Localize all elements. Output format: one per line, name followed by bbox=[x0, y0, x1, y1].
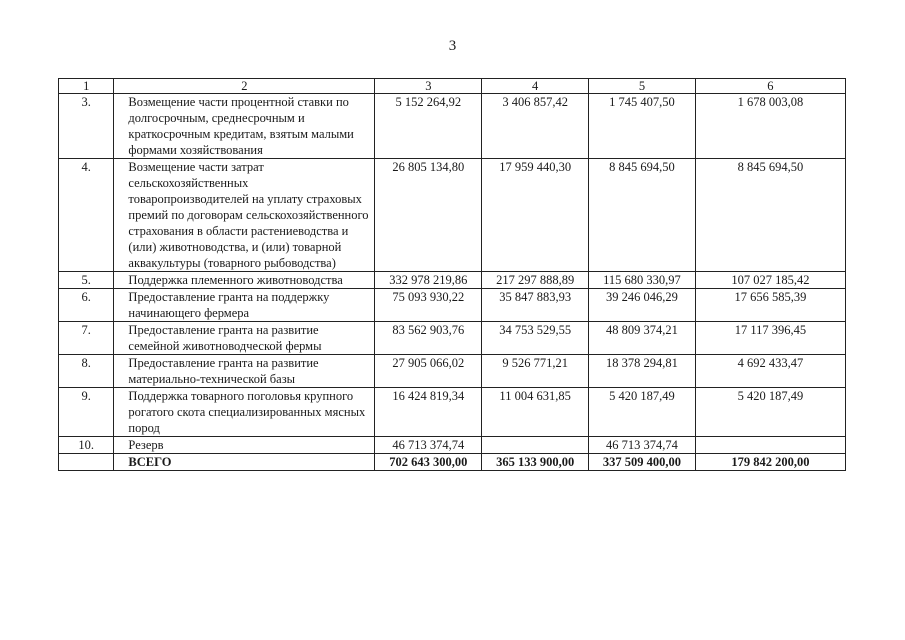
total-value-col4: 365 133 900,00 bbox=[482, 454, 589, 471]
total-value-col3: 702 643 300,00 bbox=[375, 454, 482, 471]
row-value-col3: 16 424 819,34 bbox=[375, 388, 482, 437]
header-col-6: 6 bbox=[695, 79, 845, 94]
total-label: ВСЕГО bbox=[114, 454, 375, 471]
row-number: 7. bbox=[59, 322, 114, 355]
table-row bbox=[59, 159, 846, 272]
row-value-col3: 75 093 930,22 bbox=[375, 289, 482, 322]
row-value-col4: 11 004 631,85 bbox=[482, 388, 589, 437]
row-value-col4: 35 847 883,93 bbox=[482, 289, 589, 322]
row-value-col4: 217 297 888,89 bbox=[482, 272, 589, 289]
row-value-col4: 17 959 440,30 bbox=[482, 159, 589, 272]
row-value-col6: 5 420 187,49 bbox=[695, 388, 845, 437]
row-value-col5: 18 378 294,81 bbox=[589, 355, 696, 388]
row-value-col6: 17 117 396,45 bbox=[695, 322, 845, 355]
row-value-col3: 332 978 219,86 bbox=[375, 272, 482, 289]
header-col-3: 3 bbox=[375, 79, 482, 94]
row-description: Предоставление гранта на развитие семейной животноводческой фермы bbox=[114, 322, 375, 355]
table-row bbox=[59, 355, 846, 388]
header-col-5: 5 bbox=[589, 79, 696, 94]
total-value-col6: 179 842 200,00 bbox=[695, 454, 845, 471]
row-number: 4. bbox=[59, 159, 114, 272]
row-value-col4 bbox=[482, 437, 589, 454]
row-value-col4: 34 753 529,55 bbox=[482, 322, 589, 355]
header-col-4: 4 bbox=[482, 79, 589, 94]
row-value-col5: 1 745 407,50 bbox=[589, 94, 696, 159]
row-description: Возмещение части затрат сельскохозяйственных товаропроизводителей на уплату страховых премий по договорам сельскохозяйственного страхования в области растениеводства и (или) животноводства, и (или) товарной аквакультуры (товарного рыбоводства) bbox=[114, 159, 375, 272]
row-value-col6: 107 027 185,42 bbox=[695, 272, 845, 289]
row-value-col3: 83 562 903,76 bbox=[375, 322, 482, 355]
row-value-col5: 5 420 187,49 bbox=[589, 388, 696, 437]
row-value-col5: 46 713 374,74 bbox=[589, 437, 696, 454]
row-description: Предоставление гранта на поддержку начинающего фермера bbox=[114, 289, 375, 322]
table-row bbox=[59, 272, 846, 289]
table-row bbox=[59, 437, 846, 454]
row-value-col3: 5 152 264,92 bbox=[375, 94, 482, 159]
row-value-col5: 115 680 330,97 bbox=[589, 272, 696, 289]
row-value-col3: 27 905 066,02 bbox=[375, 355, 482, 388]
total-row bbox=[59, 454, 846, 471]
budget-table bbox=[58, 78, 846, 471]
row-value-col6: 4 692 433,47 bbox=[695, 355, 845, 388]
table-row bbox=[59, 94, 846, 159]
row-number: 6. bbox=[59, 289, 114, 322]
row-value-col4: 9 526 771,21 bbox=[482, 355, 589, 388]
row-description: Возмещение части процентной ставки по долгосрочным, среднесрочным и краткосрочным кредитам, взятым малыми формами хозяйствования bbox=[114, 94, 375, 159]
row-value-col3: 26 805 134,80 bbox=[375, 159, 482, 272]
row-number: 8. bbox=[59, 355, 114, 388]
table-header-row bbox=[59, 79, 846, 94]
row-description: Поддержка товарного поголовья крупного рогатого скота специализированных мясных пород bbox=[114, 388, 375, 437]
row-number: 9. bbox=[59, 388, 114, 437]
table-row bbox=[59, 289, 846, 322]
row-value-col4: 3 406 857,42 bbox=[482, 94, 589, 159]
row-value-col5: 8 845 694,50 bbox=[589, 159, 696, 272]
page-number: 3 bbox=[448, 38, 457, 54]
table-row bbox=[59, 388, 846, 437]
total-value-col5: 337 509 400,00 bbox=[589, 454, 696, 471]
row-number: 5. bbox=[59, 272, 114, 289]
row-value-col5: 39 246 046,29 bbox=[589, 289, 696, 322]
header-col-1: 1 bbox=[59, 79, 114, 94]
table-row bbox=[59, 322, 846, 355]
row-description: Резерв bbox=[114, 437, 375, 454]
row-description: Предоставление гранта на развитие материально-технической базы bbox=[114, 355, 375, 388]
row-value-col6: 8 845 694,50 bbox=[695, 159, 845, 272]
total-number bbox=[59, 454, 114, 471]
row-value-col6: 1 678 003,08 bbox=[695, 94, 845, 159]
header-col-2: 2 bbox=[114, 79, 375, 94]
row-number: 3. bbox=[59, 94, 114, 159]
row-number: 10. bbox=[59, 437, 114, 454]
row-description: Поддержка племенного животноводства bbox=[114, 272, 375, 289]
row-value-col6: 17 656 585,39 bbox=[695, 289, 845, 322]
row-value-col5: 48 809 374,21 bbox=[589, 322, 696, 355]
row-value-col6 bbox=[695, 437, 845, 454]
row-value-col3: 46 713 374,74 bbox=[375, 437, 482, 454]
